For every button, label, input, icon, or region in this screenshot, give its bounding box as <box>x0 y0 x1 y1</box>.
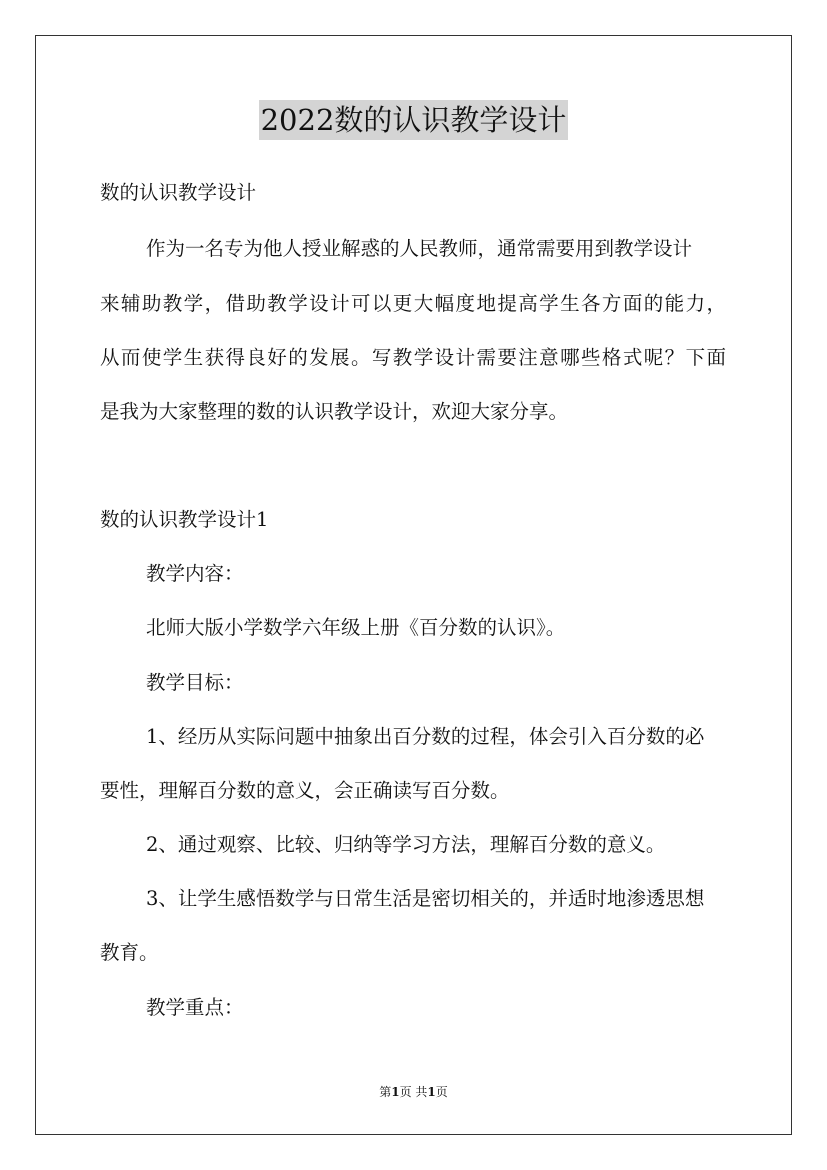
goal-1-line-2: 要性，理解百分数的意义，会正确读写百分数。 <box>100 779 510 802</box>
page-footer <box>0 1083 827 1101</box>
content-text: 北师大版小学数学六年级上册《百分数的认识》。 <box>146 616 566 639</box>
intro-line-2: 来辅助教学，借助教学设计可以更大幅度地提高学生各方面的能力， <box>100 292 726 315</box>
intro-line-3: 从而使学生获得良好的发展。写教学设计需要注意哪些格式呢？下面 <box>100 346 726 369</box>
title-block <box>0 100 827 140</box>
content-label: 教学内容： <box>146 562 244 585</box>
focus-label: 教学重点： <box>146 996 244 1019</box>
footer-prefix: 第 <box>379 1085 392 1099</box>
footer-mid: 页 共 <box>399 1085 428 1099</box>
goal-3-line-1: 3、让学生感悟数学与日常生活是密切相关的，并适时地渗透思想 <box>146 887 705 910</box>
intro-line-4: 是我为大家整理的数的认识教学设计，欢迎大家分享。 <box>100 400 569 423</box>
document-title: 2022数的认识教学设计 <box>259 100 569 140</box>
section-title: 数的认识教学设计1 <box>100 508 269 531</box>
goals-label: 教学目标： <box>146 671 244 694</box>
goal-3-line-2: 教育。 <box>100 941 159 964</box>
document-subtitle: 数的认识教学设计 <box>100 181 257 204</box>
footer-suffix: 页 <box>435 1085 448 1099</box>
footer-page-number: 1 <box>391 1085 400 1099</box>
goal-1-line-1: 1、经历从实际问题中抽象出百分数的过程，体会引入百分数的必 <box>146 725 705 748</box>
footer-total-pages: 1 <box>427 1085 436 1099</box>
intro-line-1: 作为一名专为他人授业解惑的人民教师，通常需要用到教学设计 <box>146 237 693 260</box>
goal-2: 2、通过观察、比较、归纳等学习方法，理解百分数的意义。 <box>146 833 666 856</box>
